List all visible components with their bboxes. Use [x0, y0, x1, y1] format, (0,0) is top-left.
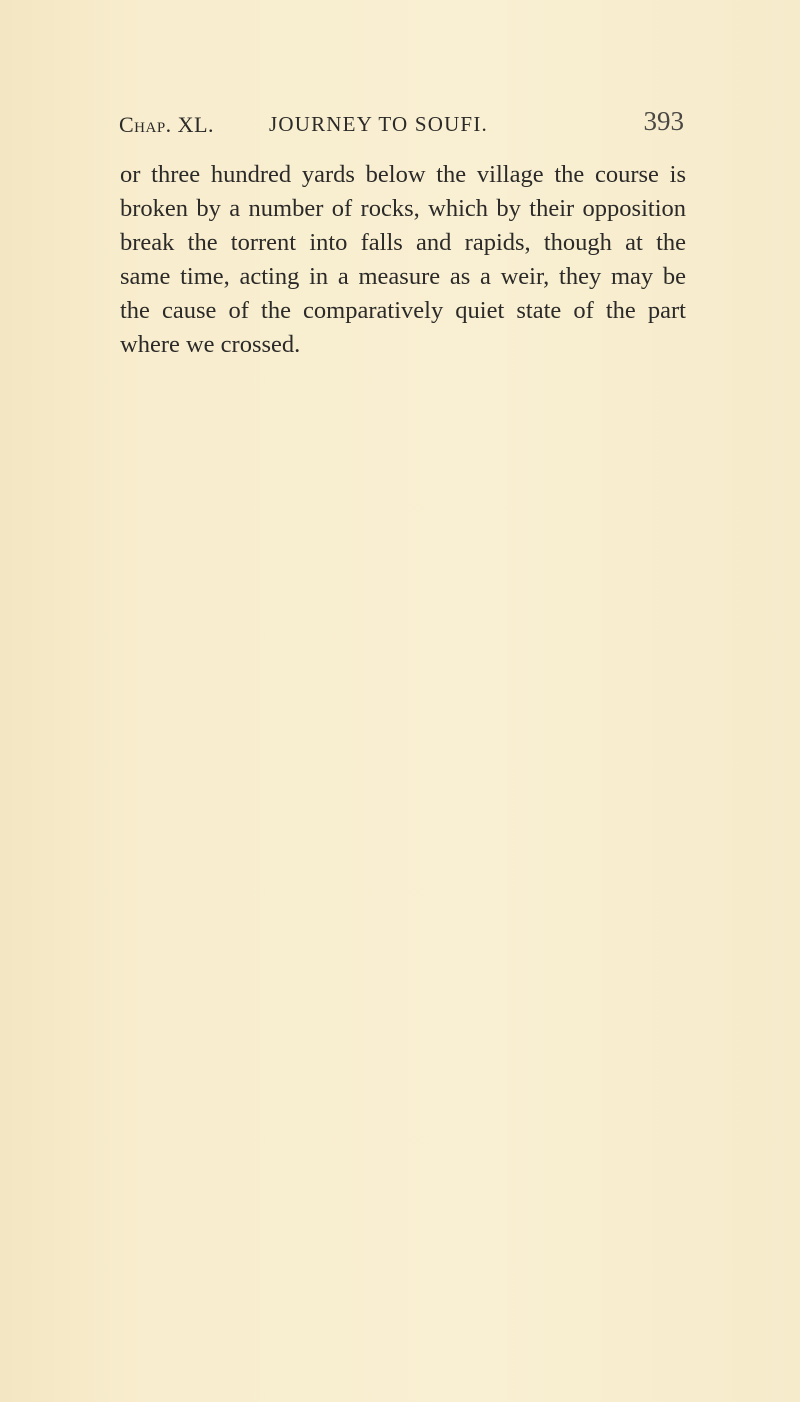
text-line: where we crossed.: [120, 331, 301, 358]
running-head: [119, 106, 684, 142]
text-line: the cause of the comparatively quiet state of the part: [120, 297, 686, 324]
running-title: JOURNEY TO SOUFI.: [269, 112, 488, 136]
text-line: or three hundred yards below the village the course is: [120, 161, 686, 188]
text-line: break the torrent into falls and rapids, though at the: [120, 229, 686, 256]
chapter-label: Chap. XL.: [119, 112, 215, 137]
text-line: broken by a number of rocks, which by their opposition: [120, 195, 686, 222]
text-line: same time, acting in a measure as a weir, they may be: [120, 263, 686, 290]
body-paragraph: [120, 158, 686, 362]
page-number: 393: [643, 106, 684, 136]
